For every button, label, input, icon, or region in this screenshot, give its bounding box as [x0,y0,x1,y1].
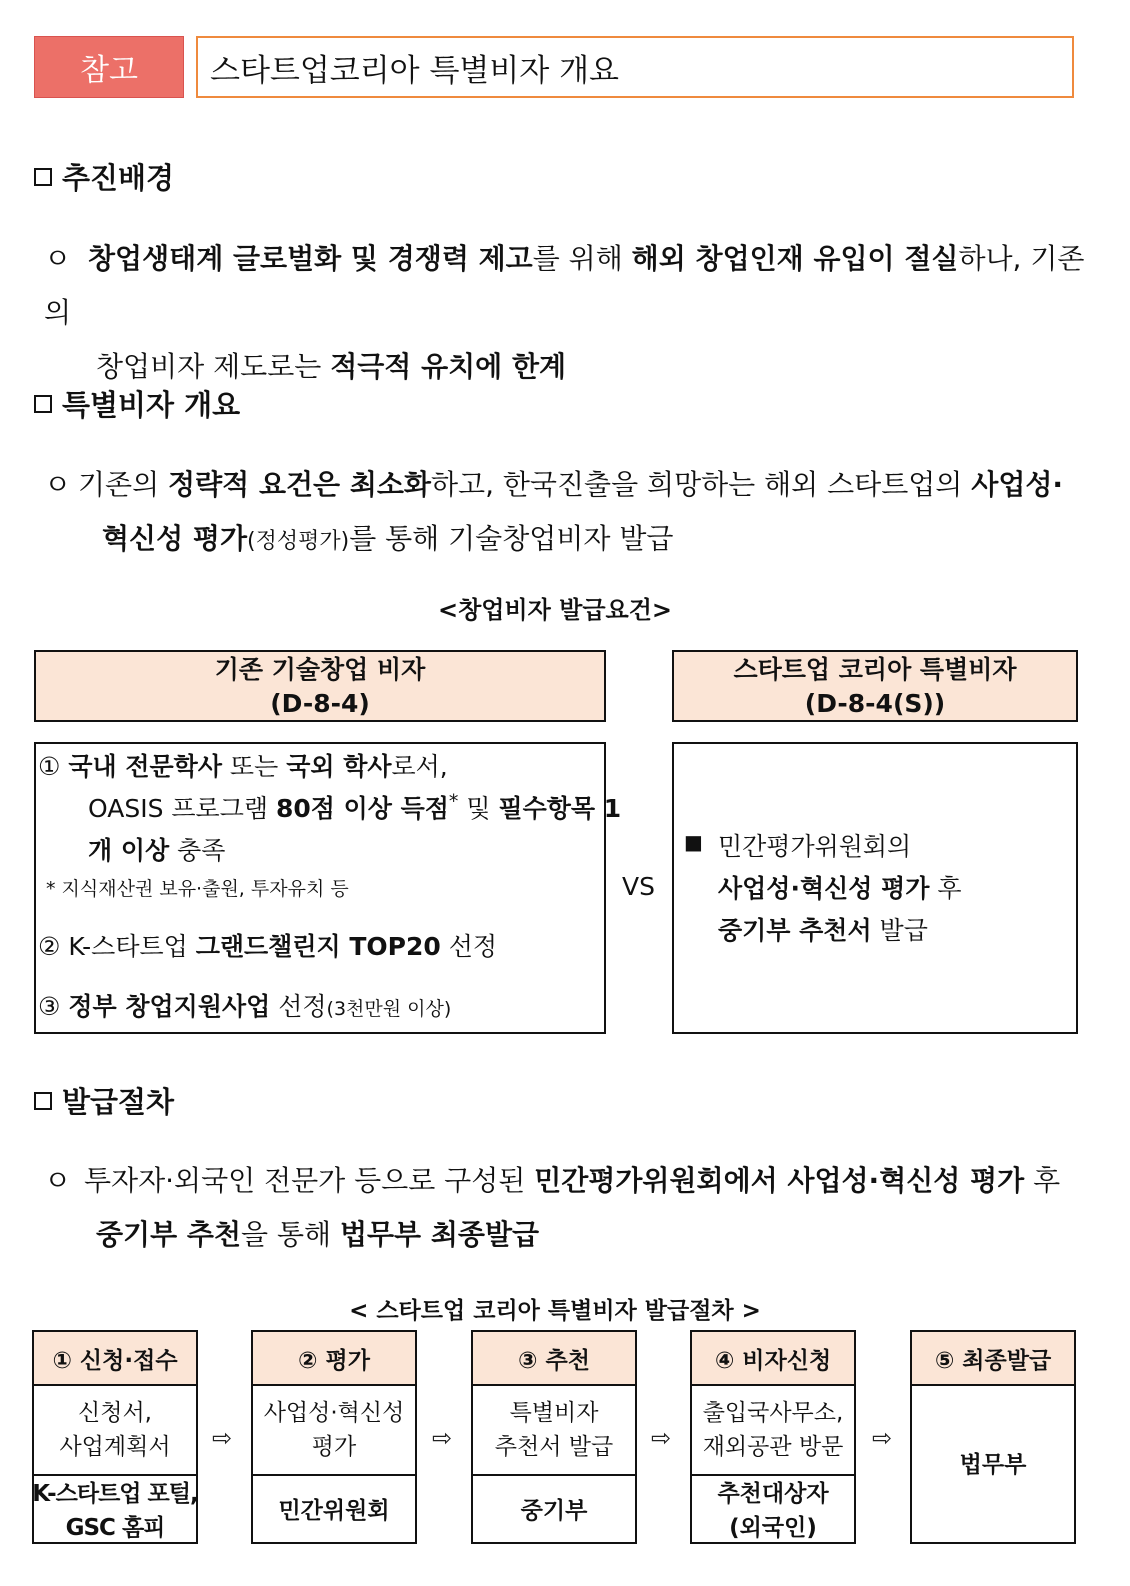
step-owner: 민간위원회 [278,1498,390,1524]
square-bullet-icon: ■ [684,830,703,854]
vs-label: VS [622,872,655,901]
section-title: 발급절차 [62,1085,175,1119]
step-owner: 법무부 [959,1452,1027,1478]
bullet-icon: ㅇ [44,468,72,501]
special-visa-header: 스타트업 코리아 특별비자 (D-8-4(S)) [672,650,1078,722]
special-visa-requirements [672,742,1078,1034]
step-owner: 추천대상자 (외국인) [717,1481,829,1541]
step-title: ③ 추천 [473,1332,635,1386]
step-description: 사업성·혁신성 평가 [253,1386,415,1476]
flow-step-apply [32,1330,198,1544]
flow-step-final-issuance [910,1330,1076,1544]
flow-step-recommend [471,1330,637,1544]
section-title: 특별비자 개요 [62,388,241,422]
special-requirement: 민간평가위원회의 사업성·혁신성 평가 후 중기부 추천서 발급 [718,832,962,945]
arrow-right-icon: ⇨ [432,1424,453,1452]
arrow-right-icon: ⇨ [212,1424,233,1452]
step-owner: K-스타트업 포털, GSC 홈피 [32,1481,198,1541]
arrow-right-icon: ⇨ [651,1424,672,1452]
paragraph-line: ㅇ 투자자·외국인 전문가 등으로 구성된 민간평가위원회에서 사업성·혁신성 평가 후 [44,1154,1104,1208]
flow-step-visa-application [690,1330,856,1544]
section-heading-overview [34,383,240,424]
arrow-right-icon: ⇨ [872,1424,893,1452]
step-title: ② 평가 [253,1332,415,1386]
checkbox-square-icon [34,395,52,413]
paragraph-line: ㅇ 기존의 정략적 요건은 최소화하고, 한국진출을 희망하는 해외 스타트업의 사업성· [44,458,1104,512]
paragraph-line: 중기부 추천을 통해 법무부 최종발급 [96,1218,540,1251]
paragraph-line: ㅇ 창업생태계 글로벌화 및 경쟁력 제고를 위해 해외 창업인재 유입이 절실하나, 기존의 [44,232,1094,340]
existing-visa-requirements [34,742,622,1034]
flow-step-evaluate [251,1330,417,1544]
requirement-2: ② K-스타트업 그랜드챌린지 TOP20 선정 [38,932,497,961]
reference-tag: 참고 [34,36,184,98]
step-owner: 중기부 [520,1498,588,1524]
requirement-1: ① 국내 전문학사 또는 국외 학사로서, OASIS 프로그램 80점 이상 득점* 및 필수항목 1 개 이상 충족 [38,752,622,865]
step-description: 특별비자 추천서 발급 [473,1386,635,1476]
existing-visa-header: 기존 기술창업 비자 (D-8-4) [34,650,606,722]
step-description: 신청서, 사업계획서 [34,1386,196,1476]
procedure-paragraph [44,1154,1104,1262]
checkbox-square-icon [34,1092,52,1110]
step-description: 출입국사무소, 재외공관 방문 [692,1386,854,1476]
bullet-icon: ㅇ [44,1164,72,1197]
section-heading-procedure [34,1080,174,1121]
background-paragraph [44,232,1094,394]
comparison-caption: <창업비자 발급요건> [437,596,673,624]
bullet-icon: ㅇ [44,242,72,275]
step-title: ④ 비자신청 [692,1332,854,1386]
requirement-1-note: * 지식재산권 보유·출원, 투자유치 등 [46,878,349,900]
section-heading-background [34,156,174,197]
requirement-3: ③ 정부 창업지원사업 선정(3천만원 이상) [38,992,452,1021]
step-title: ① 신청·접수 [34,1332,196,1386]
paragraph-line: 혁신성 평가(정성평가)를 통해 기술창업비자 발급 [102,522,674,555]
document-title: 스타트업코리아 특별비자 개요 [196,36,1074,98]
checkbox-square-icon [34,168,52,186]
paragraph-line: 창업비자 제도로는 적극적 유치에 한계 [96,350,567,383]
flow-caption: < 스타트업 코리아 특별비자 발급절차 > [349,1298,761,1324]
overview-paragraph [44,458,1104,569]
step-title: ⑤ 최종발급 [912,1332,1074,1386]
section-title: 추진배경 [62,161,175,195]
